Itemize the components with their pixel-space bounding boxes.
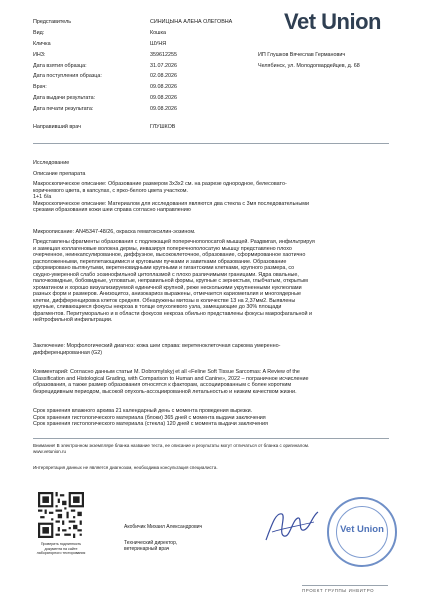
section-title: Исследование bbox=[33, 160, 70, 166]
macro-description bbox=[33, 181, 389, 214]
text-line: Classification and Histological Grading, with Comparison to Human and Canine», 2022 – пограничное исчисление bbox=[33, 375, 309, 382]
field-label: Дата взятия образца: bbox=[33, 63, 87, 69]
text-line: Представлены фрагменты образования с подлежащей поперечнополосатой мышцей. Раздвигая, инфильтрируя bbox=[33, 239, 315, 245]
field-value: 09.08.2026 bbox=[150, 84, 177, 90]
field-value: 09.08.2026 bbox=[150, 106, 177, 112]
text-line: Срок хранения гистологического материала (блоки) 365 дней с момента выдачи заключения bbox=[33, 414, 266, 421]
qr-code[interactable] bbox=[38, 492, 84, 538]
clinic-address: Челябинск, ул. Молодогвардейцев, д. 68 bbox=[258, 63, 360, 69]
header-divider bbox=[33, 143, 389, 144]
referring-row bbox=[0, 124, 424, 133]
text-line: хроматином и хорошо визуализируемой единичной крупной, реже несколькими укрупненными нуклеолами bbox=[33, 284, 302, 291]
text-line: и замещая коллагеновые волокна дермы, инвазируя поперечнополосатую мышцу представлено плохо bbox=[33, 245, 292, 252]
footer-notice bbox=[33, 443, 389, 454]
text-line: разных форм и размеров. Анизоцитоз, анизокариоз выражены, отмечается кариомегалия и многоядерные bbox=[33, 291, 302, 297]
field-value: ШУНЯ bbox=[150, 41, 167, 47]
field-label: Дата выдачи результата: bbox=[33, 95, 96, 101]
text-line: очерченное, неинкапсулированное, диффузное, высококлеточное, образование, сформированное хаотично bbox=[33, 252, 306, 258]
caption-line: лабораторного тестирования bbox=[36, 551, 86, 555]
field-label: Дата печати результата: bbox=[33, 106, 94, 112]
disclaimer: Интерпретация данных не является диагнозом, необходима консультация специалиста. bbox=[33, 465, 218, 470]
text-line: образования, а также размер образования относятся к факторам, ассоциированным с более коротким bbox=[33, 382, 292, 388]
brand-logo: Vet Union bbox=[284, 9, 381, 34]
micro-description bbox=[33, 239, 389, 324]
storage-terms bbox=[33, 408, 389, 428]
body-divider bbox=[33, 438, 389, 439]
caption-line: документа на сайте bbox=[44, 546, 78, 551]
company-seal bbox=[327, 497, 397, 567]
comment bbox=[33, 369, 389, 395]
text-line: Заключение: Морфологический диагноз: кожа шеи справа: веретеноклеточная саркома умеренно- bbox=[33, 343, 281, 349]
header-row bbox=[0, 73, 424, 82]
text-line: Срок хранения гистологического материала (стекла) 120 дней с момента выдачи заключения bbox=[33, 421, 268, 427]
conclusion bbox=[33, 343, 389, 356]
header-row bbox=[0, 52, 424, 61]
text-line: безрецидивным периодом, высокой опухоль-ассоциированной летальностью и низким качеством жизни. bbox=[33, 388, 297, 395]
header-row bbox=[0, 41, 424, 50]
text-line: коричневого цвета, в капсулах, с ярко-белого цвета участком. bbox=[33, 187, 188, 194]
caption-line: Проверить подлинность bbox=[40, 542, 82, 546]
field-label: Дата поступления образца: bbox=[33, 73, 102, 79]
field-label: Представитель bbox=[33, 19, 72, 25]
referring-value: ГЛУШКОВ bbox=[150, 124, 176, 130]
field-value: 02.08.2026 bbox=[150, 73, 177, 79]
subsection-title: Описание препарата bbox=[33, 171, 86, 177]
field-value: Кошка bbox=[150, 30, 166, 36]
seal-text: Vet Union bbox=[340, 524, 384, 535]
text-line: скудно-умеренной слабо эозинофильной цитоплазмой с плохо различимыми границами. Ядра овальные, bbox=[33, 271, 299, 278]
text-line: расположенными, переплетающимися и круговыми пучками и завитками образование. Образование bbox=[33, 258, 287, 265]
text-line: 1+1 б/а bbox=[33, 194, 52, 200]
text-line: сформировано вытянутыми, веретеновидными крупными и гигантскими клетками, крупного размера, со bbox=[33, 265, 295, 271]
text-line: Срок хранения влажного архива 21 календарный день с момента проведения вырезки. bbox=[33, 408, 253, 414]
field-value: 09.08.2026 bbox=[150, 95, 177, 101]
signer-title bbox=[124, 540, 177, 552]
handwritten-signature bbox=[262, 506, 324, 548]
notice-line: Внимание! В электронном экземпляре бланка название теста, ее описание и результаты могут отличаться от бланка с оригиналом. bbox=[33, 443, 310, 448]
header-row bbox=[0, 106, 424, 115]
field-value: СИНИЦЫНА АЛЕНА ОЛЕГОВНА bbox=[150, 19, 233, 25]
website-link[interactable]: www.vetunion.ru bbox=[33, 448, 67, 454]
field-label: Вид: bbox=[33, 30, 45, 36]
header-row bbox=[0, 84, 424, 93]
text-line: крупные, сливающиеся фокусы некроза в толще опухолевого узла, замещающие до 30% площади bbox=[33, 304, 282, 310]
footer-rule bbox=[302, 585, 388, 586]
title-line: Технический директор, bbox=[124, 540, 178, 546]
text-line: нейтрофильной инфильтрации. bbox=[33, 317, 113, 323]
field-value: 359612255 bbox=[150, 52, 177, 58]
header-row bbox=[0, 95, 424, 104]
text-line: Комментарий: Согласно данным статьи M. Dobromylskyj et all «Feline Soft Tissue Sarcomas: A Review of the bbox=[33, 369, 300, 375]
field-value: 31.07.2026 bbox=[150, 63, 177, 69]
text-line: Микроскопическое описание: Материалом для исследования являются два стекла с 3мя последовательными bbox=[33, 200, 309, 207]
signer-name: Акобичик Михаил Александрович bbox=[124, 524, 203, 530]
project-label: ПРОЕКТ ГРУППЫ ИНВИТРО bbox=[302, 588, 375, 593]
micro-header: Микроописание: AN45347-48/26, окраска гематоксилин-эозином. bbox=[33, 229, 196, 235]
text-line: срезами образования кожи шеи справа согласно направлению bbox=[33, 207, 191, 213]
field-label: Врач: bbox=[33, 84, 47, 90]
text-line: клетки, дифференцировка клеток средняя. Обнаружены митозы в количестве 13 на 2,37мм2. Выявлены bbox=[33, 297, 296, 304]
field-label: ИНЗ: bbox=[33, 52, 46, 58]
referring-label: Направивший врач bbox=[33, 124, 81, 130]
text-line: Макроскопическое описание: Образование размером 3х3х2 см. на разрезе однородное, белесовато- bbox=[33, 181, 287, 187]
field-label: Кличка bbox=[33, 41, 51, 47]
header-row bbox=[0, 63, 424, 72]
title-line: ветеринарный врач bbox=[124, 546, 170, 553]
text-line: фрагментов. Перитуморально и в области фокусов некроза обильно представлены фокусы макрофагальной и bbox=[33, 310, 313, 317]
text-line: дифференцированная (G2) bbox=[33, 349, 103, 356]
text-line: палочковидные, бобовидные, угловатые, неправильной формы, крупные с зернистым, глыбчатым, открытым bbox=[33, 278, 308, 284]
qr-caption bbox=[22, 542, 100, 556]
clinic-name: ИП Глушков Вячеслав Германович bbox=[258, 52, 346, 58]
